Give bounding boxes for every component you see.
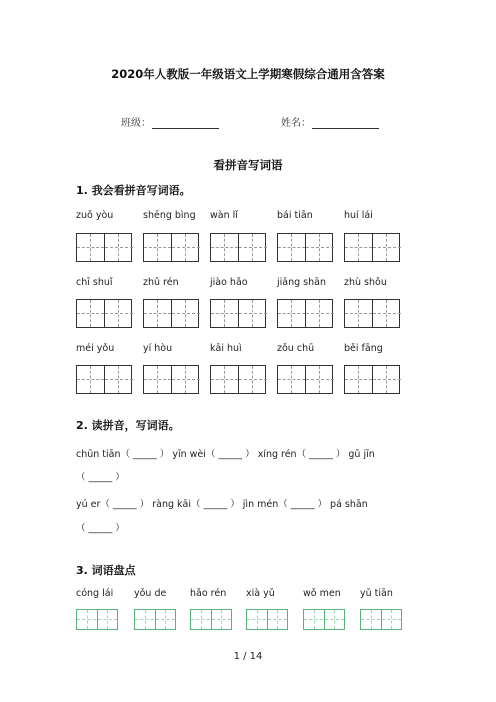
name-field — [281, 114, 379, 129]
q2-line1: chūn tiān（ _____ ） yīn wèi（ _____ ） xíng rén（ _____ ） gǔ jīn — [76, 449, 375, 460]
green-writing-box[interactable] — [360, 609, 402, 630]
q1-pinyin: méi yǒu — [76, 343, 115, 354]
q1-pinyin: bái tiān — [277, 210, 313, 221]
q1-pinyin: běi fāng — [344, 343, 383, 354]
green-writing-box[interactable] — [246, 609, 288, 630]
q1-pinyin: kāi huì — [210, 343, 242, 354]
writing-box[interactable] — [344, 299, 400, 328]
writing-box[interactable] — [143, 299, 199, 328]
name-blank — [312, 117, 379, 129]
q1-pinyin: shēng bìng — [143, 210, 196, 221]
writing-box[interactable] — [143, 233, 199, 262]
writing-box[interactable] — [210, 365, 266, 394]
green-writing-box[interactable] — [134, 609, 176, 630]
writing-box[interactable] — [210, 299, 266, 328]
q1-pinyin: zhǔ rén — [143, 277, 179, 288]
q2-line2-cont: （ _____ ） — [76, 523, 125, 534]
q3-pinyin: wǒ men — [303, 588, 341, 599]
q1-pinyin: jiāng shān — [277, 277, 326, 288]
name-label: 姓名： — [281, 118, 311, 129]
section-title: 看拼音写词语 — [213, 158, 283, 172]
writing-box[interactable] — [277, 233, 333, 262]
q3-pinyin: hǎo rén — [190, 588, 227, 599]
writing-box[interactable] — [143, 365, 199, 394]
class-field — [121, 114, 219, 129]
q1-pinyin: jiào hǎo — [210, 277, 248, 288]
q1-pinyin: wàn lǐ — [210, 210, 238, 221]
q1-pinyin: zhù shǒu — [344, 277, 387, 288]
writing-box[interactable] — [210, 233, 266, 262]
document-title: 2020年人教版一年级语文上学期寒假综合通用含答案 — [111, 67, 385, 81]
writing-box[interactable] — [76, 299, 132, 328]
q3-pinyin: yǔ tiān — [360, 588, 393, 599]
writing-box[interactable] — [344, 365, 400, 394]
writing-box[interactable] — [277, 299, 333, 328]
q1-title: 1. 我会看拼音写词语。 — [76, 184, 191, 197]
q3-pinyin: cóng lái — [76, 588, 114, 599]
q1-pinyin: yí hòu — [143, 343, 173, 354]
writing-box[interactable] — [277, 365, 333, 394]
q2-title: 2. 读拼音，写词语。 — [76, 419, 180, 432]
q3-title: 3. 词语盘点 — [76, 564, 136, 577]
writing-box[interactable] — [76, 233, 132, 262]
green-writing-box[interactable] — [303, 609, 345, 630]
q1-pinyin: chī shuǐ — [76, 277, 113, 288]
q1-pinyin: zǒu chū — [277, 343, 315, 354]
writing-box[interactable] — [344, 233, 400, 262]
class-blank — [152, 117, 219, 129]
q1-pinyin: zuǒ yòu — [76, 210, 114, 221]
q2-line1-cont: （ _____ ） — [76, 472, 125, 483]
green-writing-box[interactable] — [76, 609, 118, 630]
class-label: 班级： — [121, 118, 151, 129]
page-number: 1 / 14 — [233, 651, 263, 662]
q3-pinyin: xià yǔ — [246, 588, 275, 599]
q2-line2: yú er（ _____ ） ràng kāi（ _____ ） jìn mén（ _____ ） pá shān — [76, 499, 368, 510]
q3-pinyin: yǒu de — [134, 588, 167, 599]
green-writing-box[interactable] — [190, 609, 232, 630]
writing-box[interactable] — [76, 365, 132, 394]
q1-pinyin: huí lái — [344, 210, 373, 221]
